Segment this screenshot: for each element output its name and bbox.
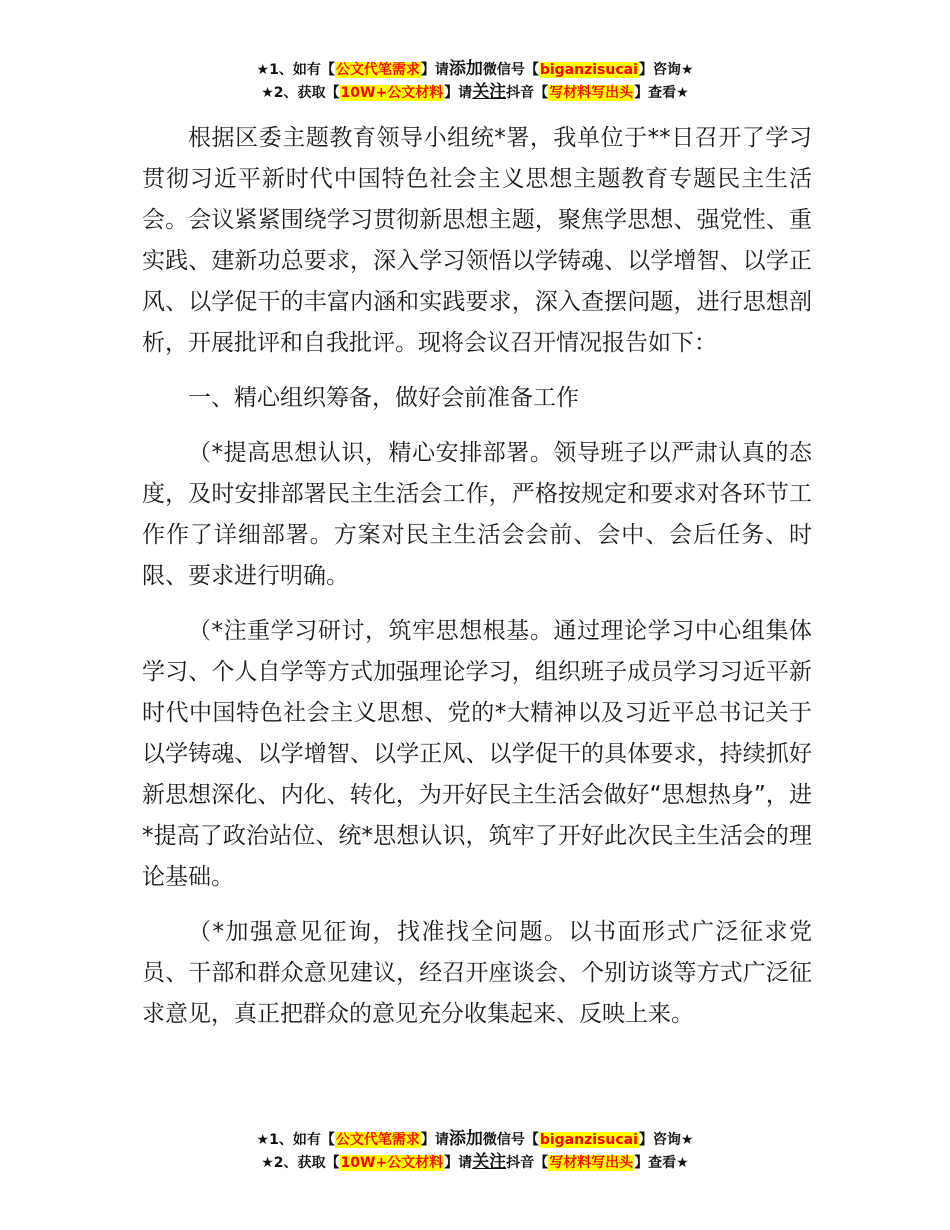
banner-text: 抖音【 <box>506 85 549 101</box>
banner-text: 】咨询★ <box>638 1132 694 1148</box>
paragraph-intro: 根据区委主题教育领导小组统*署，我单位于**日召开了学习贯彻习近平新时代中国特色社会主义思想主题教育专题民主生活会。会议紧紧围绕学习贯彻新思想主题，聚焦学思想、强党性、重实践、建新功总要求，深入学习领悟以学铸魂、以学增智、以学正风、以学促干的丰富内涵和实践要求，深入查摆问题，进行思想剖析，开展批评和自我批评。现将会议召开情况报告如下： <box>142 125 812 356</box>
banner-text: 】请 <box>420 62 449 78</box>
banner-text: 】请 <box>420 1132 449 1148</box>
paragraph-item: （*加强意见征询，找准找全问题。以书面形式广泛征求党员、干部和群众意见建议，经召开座谈会、个别访谈等方式广泛征求意见，真正把群众的意见充分收集起来、反映上来。 <box>142 919 812 1027</box>
banner-text: 】请 <box>444 85 473 101</box>
banner-line-2 <box>0 1151 950 1174</box>
banner-text: ★2、获取【 <box>261 85 340 101</box>
footer-banner <box>0 1128 950 1174</box>
banner-line-2 <box>0 81 950 104</box>
highlight-materials: 10W+公文材料 <box>340 1155 444 1171</box>
banner-line-1 <box>0 58 950 81</box>
paragraph-item: （*注重学习研讨，筑牢思想根基。通过理论学习中心组集体学习、个人自学等方式加强理论学习，组织班子成员学习习近平新时代中国特色社会主义思想、党的*大精神以及习近平总书记关于以学铸魂、以学增智、以学正风、以学促干的具体要求，持续抓好新思想深化、内化、转化，为开好民主生活会做好“思想热身”，进*提高了政治站位、统*思想认识，筑牢了开好此次民主生活会的理论基础。 <box>142 618 812 890</box>
banner-text: 】查看★ <box>634 1155 689 1171</box>
highlight-douyin-account: 写材料写出头 <box>549 85 634 101</box>
header-banner <box>0 58 950 104</box>
banner-text: 微信号【 <box>482 62 539 78</box>
banner-emphasis: 添加 <box>448 1129 483 1149</box>
banner-emphasis: 关注 <box>472 1152 507 1172</box>
banner-line-1 <box>0 1128 950 1151</box>
banner-emphasis: 关注 <box>472 82 507 102</box>
highlight-service: 公文代笔需求 <box>335 1132 420 1148</box>
banner-text: 】咨询★ <box>638 62 694 78</box>
banner-emphasis: 添加 <box>448 59 483 79</box>
banner-text: ★1、如有【 <box>256 1132 335 1148</box>
banner-text: 】查看★ <box>634 85 689 101</box>
document-body <box>142 118 812 1035</box>
banner-text: 抖音【 <box>506 1155 549 1171</box>
banner-text: ★1、如有【 <box>256 62 335 78</box>
highlight-materials: 10W+公文材料 <box>340 85 444 101</box>
banner-text: ★2、获取【 <box>261 1155 340 1171</box>
banner-text: 】请 <box>444 1155 473 1171</box>
paragraph-item: （*提高思想认识，精心安排部署。领导班子以严肃认真的态度，及时安排部署民主生活会工作，严格按规定和要求对各环节工作作了详细部署。方案对民主生活会会前、会中、会后任务、时限、要求进行明确。 <box>142 440 812 589</box>
highlight-service: 公文代笔需求 <box>335 62 420 78</box>
highlight-wechat-id: biganzisucai <box>539 1132 638 1148</box>
banner-text: 微信号【 <box>482 1132 539 1148</box>
highlight-wechat-id: biganzisucai <box>539 62 638 78</box>
highlight-douyin-account: 写材料写出头 <box>549 1155 634 1171</box>
section-heading: 一、精心组织筹备，做好会前准备工作 <box>188 385 579 411</box>
